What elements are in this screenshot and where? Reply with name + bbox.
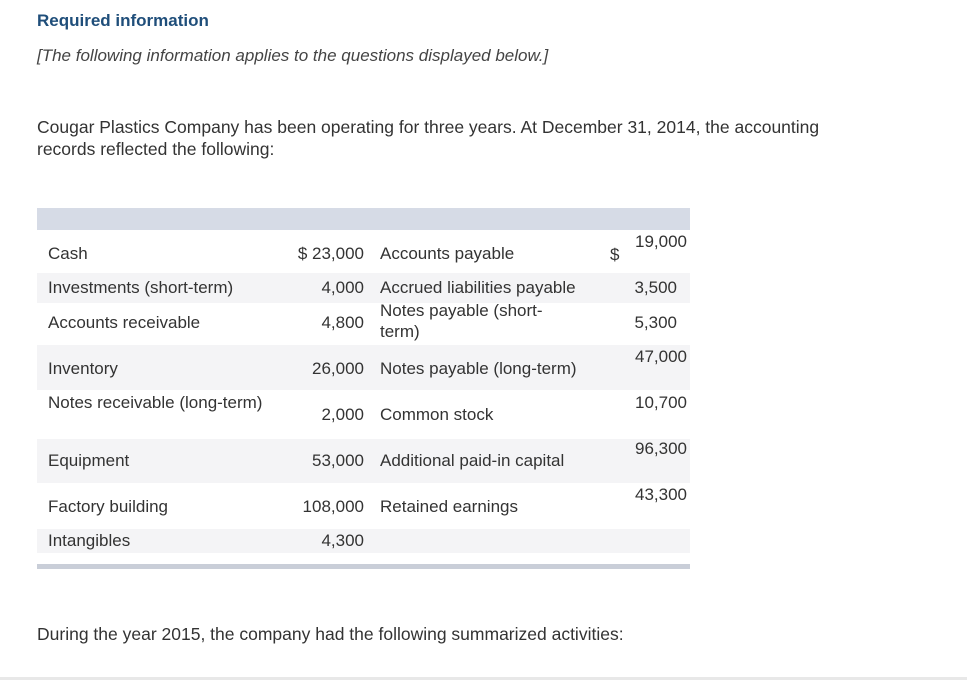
liability-label: Additional paid-in capital	[380, 451, 565, 470]
liability-label: Retained earnings	[380, 497, 518, 516]
liability-amount: 10,700	[635, 393, 687, 412]
asset-label: Investments (short-term)	[48, 278, 234, 297]
asset-label: Intangibles	[48, 531, 131, 550]
asset-amount: 53,000	[312, 451, 364, 470]
asset-amount: 4,000	[321, 278, 364, 297]
liability-label: Notes payable (short-term)	[380, 301, 543, 341]
liability-label: Common stock	[380, 405, 494, 424]
balance-data-table	[37, 208, 690, 230]
asset-amount: 4,300	[321, 531, 364, 550]
liability-amount: 3,500	[634, 278, 677, 297]
table-body	[37, 230, 690, 560]
asset-label: Accounts receivable	[48, 313, 201, 332]
asset-amount: 2,000	[321, 405, 364, 424]
asset-label: Cash	[48, 244, 88, 263]
problem-intro: Cougar Plastics Company has been operating for three years. At December 31, 2014, the accounting records reflected the following:	[37, 117, 820, 159]
asset-amount: 108,000	[302, 497, 364, 516]
asset-label: Equipment	[48, 451, 130, 470]
asset-label: Inventory	[48, 359, 118, 378]
liability-label: Notes payable (long-term)	[380, 359, 577, 378]
liability-amount: 47,000	[635, 347, 687, 366]
liability-label: Accounts payable	[380, 244, 515, 263]
liability-label: Accrued liabilities payable	[380, 278, 576, 297]
table-bottom-bar	[37, 564, 690, 569]
asset-amount: 26,000	[312, 359, 364, 378]
table-header-bar	[37, 208, 690, 230]
activities-intro: During the year 2015, the company had the following summarized activities:	[37, 624, 624, 644]
required-information-heading: Required information	[37, 11, 209, 30]
liability-amount: 96,300	[635, 439, 687, 458]
asset-amount: $ 23,000	[297, 244, 364, 263]
asset-label: Factory building	[48, 497, 169, 516]
asset-label: Notes receivable (long-term)	[48, 393, 263, 412]
instruction-note: [The following information applies to the questions displayed below.]	[37, 46, 549, 65]
liability-amount: 43,300	[635, 485, 687, 504]
liability-amount: 19,000	[635, 232, 687, 251]
liability-amount: 5,300	[634, 313, 677, 332]
asset-amount: 4,800	[321, 313, 364, 332]
currency-symbol: $	[610, 245, 620, 264]
